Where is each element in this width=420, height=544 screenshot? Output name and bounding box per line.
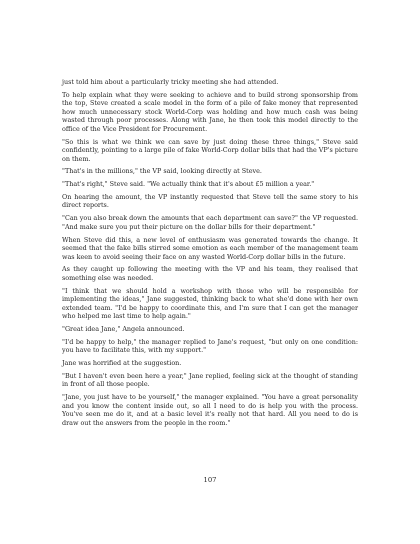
paragraph: As they caught up following the meeting with the VP and his team, they realised that something else was needed. xyxy=(62,265,358,282)
paragraph: Jane was horrified at the suggestion. xyxy=(62,359,182,368)
paragraph: To help explain what they were seeking to achieve and to build strong sponsorship from the top, Steve created a scale model in the form of a pile of fake money that represented how much unnecessary stock World-Corp was holding and how much cash was being wasted through poor processes. Along with Jane, he then took this model directly to the office of the Vice President for Procurement. xyxy=(62,90,358,133)
paragraph: "So this is what we think we can save by just doing these three things," Steve said confidently, pointing to a large pile of fake World-Corp dollar bills that had the VP's picture on them. xyxy=(62,137,358,163)
paragraph: "Can you also break down the amounts that each department can save?" the VP requested. "And make sure you put their picture on the dollar bills for their department." xyxy=(62,214,358,231)
paragraph: "That's in the millions," the VP said, looking directly at Steve. xyxy=(62,167,262,176)
book-page-body xyxy=(62,78,358,431)
paragraph: "I'd be happy to help," the manager replied to Jane's request, "but only on one condition: you have to facilitate this, with my support." xyxy=(62,337,358,355)
paragraph: "I think that we should hold a workshop with those who will be responsible for implementing the ideas," Jane suggested, thinking back to what she'd done with her own extended team. "I'd be happy to coordinate this, and I'm sure that I can get the manager who helped me last time to help again." xyxy=(62,286,358,321)
paragraph: "Jane, you just have to be yourself," the manager explained. "You have a great personality and you know the content inside out, so all I need to do is help you with the process. You've seen me do it, and at a basic level it's really not that hard. All you need to do is draw out the answers from the people in the room." xyxy=(62,393,358,427)
paragraph: "That's right," Steve said. "We actually think that it's about £5 million a year." xyxy=(62,180,315,189)
paragraph: "But I haven't even been here a year," Jane replied, feeling sick at the thought of standing in front of all those people. xyxy=(62,371,358,389)
paragraph: "Great idea Jane," Angela announced. xyxy=(62,324,185,333)
paragraph: just told him about a particularly tricky meeting she had attended. xyxy=(62,78,279,86)
paragraph: On hearing the amount, the VP instantly requested that Steve tell the same story to his direct reports. xyxy=(62,192,358,210)
paragraph: When Steve did this, a new level of enthusiasm was generated towards the change. It seemed that the fake bills stirred some emotion as each member of the management team was keen to avoid seeing their face on any wasted World-Corp dollar bills in the future. xyxy=(62,235,358,261)
page-number: 107 xyxy=(203,476,217,484)
